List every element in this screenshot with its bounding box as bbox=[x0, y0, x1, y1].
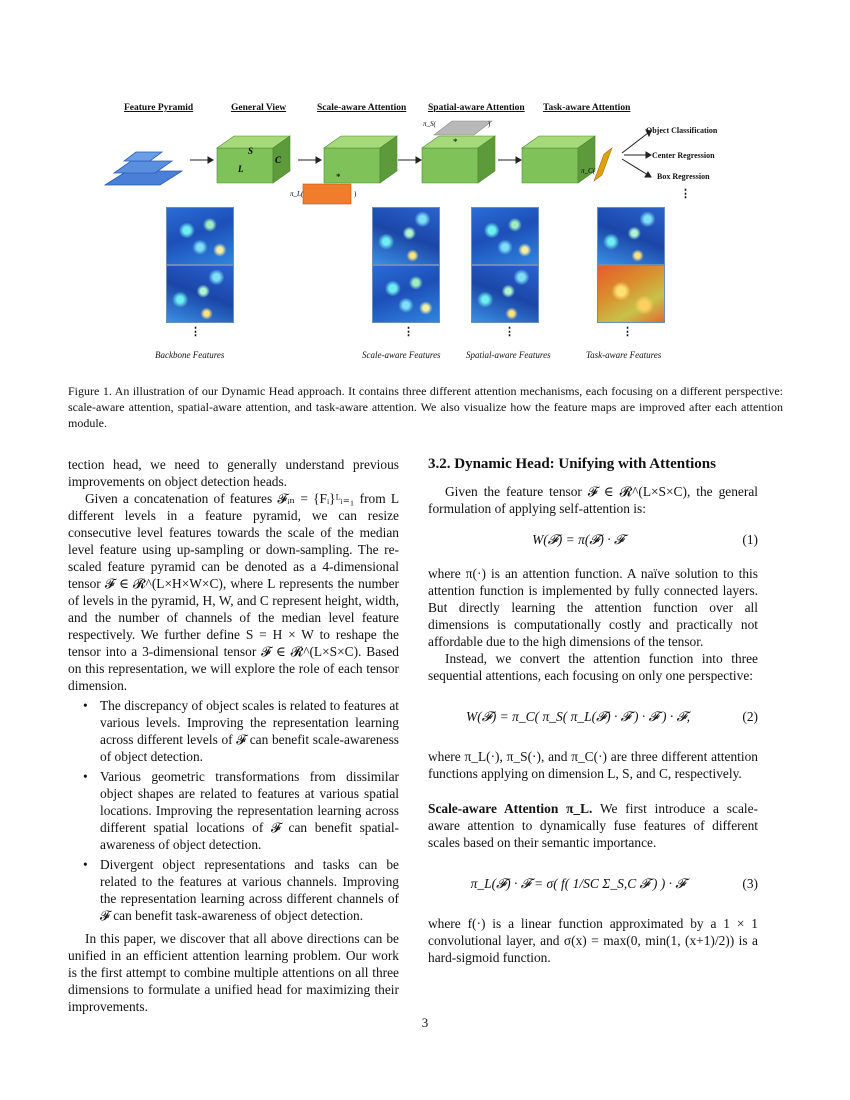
stage-title-general-view: General View bbox=[231, 103, 287, 113]
vdots-spatial: ⋮ bbox=[504, 326, 515, 338]
general-view-cube bbox=[217, 136, 290, 183]
bullet-spatial-awareness: • Various geometric transformations from dissimilar object shapes are related to features at various spatial locations. Improving the representation learning across different spatial locations of 𝓕 can benefit spatial-awareness of object detection. bbox=[83, 768, 399, 853]
figure-caption: Figure 1. An illustration of our Dynamic Head approach. It contains three different attention mechanisms, each focusing on a different perspective: scale-aware attention, spatial-aware attention, and task-aware attention. We also visualize how the feature maps are improved after each attention module. bbox=[68, 384, 783, 430]
output-center-regression: Center Regression bbox=[652, 151, 715, 160]
right-paragraph-3: Instead, we convert the attention function into three sequential attentions, each focusing on only one perspective: bbox=[428, 651, 758, 683]
right-paragraph-1: Given the feature tensor 𝓕 ∈ 𝓡^(L×S×C), the general formulation of applying self-attention is: bbox=[428, 484, 758, 516]
spatial-attention-plane bbox=[423, 120, 492, 135]
stage-title-task-aware: Task-aware Attention bbox=[543, 103, 631, 113]
bullet-task-awareness: • Divergent object representations and tasks can be related to the features at various channels. Improving the representation learning across different channels of 𝓕 can benefit task-awareness of object detection. bbox=[83, 856, 399, 924]
section-title: 3.2. Dynamic Head: Unifying with Attentions bbox=[428, 456, 716, 472]
equation-3-number: (3) bbox=[742, 876, 758, 891]
equation-3-body: π_L(𝓕) · 𝓕 = σ( f( 1/SC Σ_S,C 𝓕 ) ) · 𝓕 bbox=[470, 876, 686, 891]
output-box-regression: Box Regression bbox=[657, 172, 710, 181]
pi-s-label: π_S( bbox=[423, 120, 436, 128]
left-paragraph-2: Given a concatenation of features 𝓕ᵢₙ = {Fᵢ}ᴸᵢ₌₁ from L different levels in a feature pyramid, we can resize consecutive level features towards the scale of the median level feature using up-sampling or down-sampling. The re-scaled feature pyramid can be denoted as a 4-dimensional tensor 𝓕 ∈ 𝓡^(L×H×W×C), where L represents the number of levels in the pyramid, H, W, and C represent height, width, and the number of channels of the median level feature respectively. We further define S = H × W to reshape the tensor into a 3-dimensional tensor 𝓕 ∈ 𝓡^(L×S×C). Based on this representation, we will explore the role of each tensor dimension. bbox=[68, 491, 399, 693]
label-spatial-aware-features: Spatial-aware Features bbox=[466, 350, 551, 360]
equation-3 bbox=[428, 867, 758, 901]
output-object-classification: Object Classification bbox=[646, 126, 718, 135]
label-scale-aware-features: Scale-aware Features bbox=[362, 350, 441, 360]
pi-l-close: ) bbox=[354, 190, 357, 198]
scale-aware-heading: Scale-aware Attention π_L. bbox=[428, 801, 593, 816]
scale-aware-cube bbox=[324, 136, 397, 183]
awareness-bullet-list bbox=[68, 697, 399, 924]
equation-2-body: W(𝓕) = π_C( π_S( π_L(𝓕) · 𝓕 ) · 𝓕 ) · 𝓕, bbox=[466, 709, 690, 724]
equation-2-number: (2) bbox=[742, 709, 758, 724]
right-column bbox=[428, 456, 758, 966]
stage-title-scale-aware: Scale-aware Attention bbox=[317, 103, 407, 113]
left-column bbox=[68, 456, 399, 1015]
cube-label-c: C bbox=[275, 155, 282, 165]
equation-1-number: (1) bbox=[742, 532, 758, 547]
task-heatmap-1 bbox=[597, 207, 665, 265]
scale-star: * bbox=[336, 172, 341, 182]
backbone-heatmap-1 bbox=[166, 207, 234, 265]
scale-heatmap-1 bbox=[372, 207, 440, 265]
equation-1-body: W(𝓕) = π(𝓕) · 𝓕 bbox=[532, 532, 624, 547]
vdots-scale: ⋮ bbox=[403, 326, 414, 338]
backbone-heatmap-2 bbox=[166, 265, 234, 323]
figure-1 bbox=[100, 95, 750, 370]
scale-aware-text: We first introduce a scale-aware attention to dynamically fuse features of different scales based on their semantic importance. bbox=[428, 801, 759, 850]
scale-heatmap-2 bbox=[372, 265, 440, 323]
right-paragraph-6: where f(·) is a linear function approximated by a 1 × 1 convolutional layer, and σ(x) = max(0, min(1, (x+1)/2)) is a hard-sigmoid function. bbox=[428, 916, 758, 965]
task-heatmap-2 bbox=[597, 265, 665, 323]
page-number: 3 bbox=[421, 1015, 429, 1030]
stage-title-feature-pyramid: Feature Pyramid bbox=[124, 103, 194, 113]
equation-1 bbox=[428, 523, 758, 557]
bullet-scale-awareness: • The discrepancy of object scales is related to features at various levels. Improving the representation learning across different levels of 𝓕 can benefit scale-awareness of object detection. bbox=[83, 697, 399, 765]
cube-label-l: L bbox=[238, 164, 244, 174]
right-paragraph-2: where π(·) is an attention function. A naïve solution to this attention function is implemented by fully connected layers. But directly learning the attention function over all dimensions is computationally costly and practically not affordable due to the high dimensions of the tensor. bbox=[428, 566, 758, 649]
vdots-backbone: ⋮ bbox=[190, 326, 201, 338]
equation-2 bbox=[428, 700, 758, 734]
outputs-vdots: ⋮ bbox=[680, 188, 691, 200]
right-paragraph-4: where π_L(·), π_S(·), and π_C(·) are three different attention functions applying on dimension L, S, and C, respectively. bbox=[428, 749, 758, 781]
spatial-heatmap-2 bbox=[471, 265, 539, 323]
scale-attention-block bbox=[290, 184, 357, 204]
feature-pyramid-icon bbox=[105, 152, 182, 185]
pi-l-label: π_L( bbox=[290, 190, 304, 198]
left-paragraph-3: In this paper, we discover that all above directions can be unified in an efficient attention learning problem. Our work is the first attempt to combine multiple attentions on all three dimensions to formulate a unified head for maximizing their improvements. bbox=[68, 931, 399, 1014]
vdots-task: ⋮ bbox=[622, 326, 633, 338]
right-paragraph-5 bbox=[428, 800, 758, 851]
task-aware-cube bbox=[522, 136, 595, 183]
stage-title-spatial-aware: Spatial-aware Attention bbox=[428, 103, 525, 113]
pi-s-close: ) bbox=[488, 120, 491, 128]
spatial-star: * bbox=[453, 137, 458, 147]
spatial-aware-cube bbox=[422, 136, 495, 183]
cube-label-s: S bbox=[248, 146, 254, 156]
left-paragraph-1: tection head, we need to generally understand previous improvements on object detection heads. bbox=[68, 457, 399, 489]
spatial-heatmap-1 bbox=[471, 207, 539, 265]
label-task-aware-features: Task-aware Features bbox=[586, 350, 662, 360]
pi-c-label: π_C( bbox=[581, 167, 596, 175]
label-backbone-features: Backbone Features bbox=[155, 350, 225, 360]
